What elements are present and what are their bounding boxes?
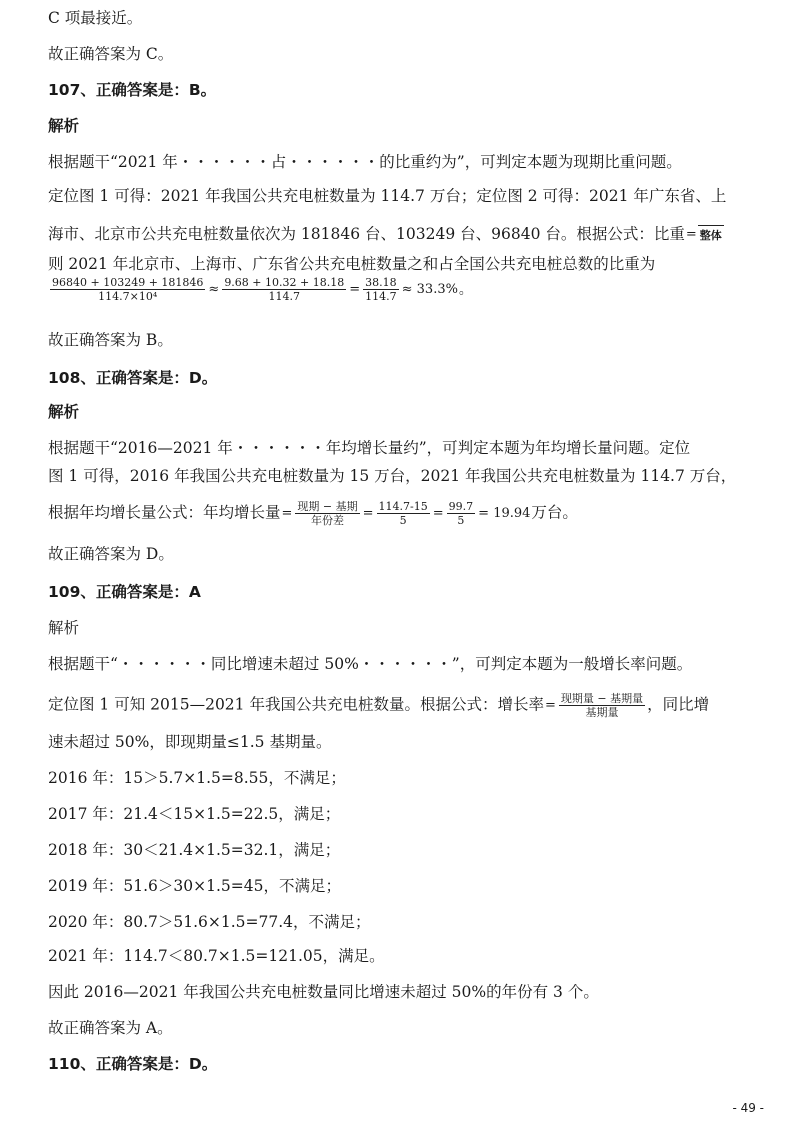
- analysis-heading: 解析: [48, 619, 80, 637]
- text-line: 定位图 1 可得：2021 年我国公共充电桩数量为 114.7 万台；定位图 2 可得：2021 年广东省、上: [48, 187, 727, 205]
- equals-sign: =: [281, 505, 293, 521]
- calc-line: 2019 年：51.6＞30×1.5=45，不满足；: [48, 877, 341, 895]
- text-line: 根据题干“2016—2021 年・・・・・・年均增长量约”，可判定本题为年均增长量问题。定位: [48, 439, 691, 457]
- analysis-heading: 解析: [48, 403, 80, 421]
- fraction-numerator: 现期 − 基期: [297, 500, 358, 513]
- text-line: 图 1 可得，2016 年我国公共充电桩数量为 15 万台，2021 年我国公共充电桩数量为 114.7 万台，: [48, 467, 737, 485]
- punctuation: 。: [458, 282, 472, 298]
- text-line: 速未超过 50%，即现期量≤1.5 基期量。: [48, 733, 332, 751]
- answer-heading-109: 109、正确答案是：A: [48, 583, 201, 601]
- equals-sign: =: [432, 505, 444, 521]
- fraction-numerator: 99.7: [448, 500, 474, 513]
- text-segment: 海市、北京市公共充电桩数量依次为 181846 台、103249 台、96840 台。根据公式：比重: [48, 225, 685, 243]
- fraction: [363, 276, 399, 303]
- fraction: [559, 692, 645, 719]
- text-line: 则 2021 年北京市、上海市、广东省公共充电桩数量之和占全国公共充电桩总数的比重为: [48, 255, 656, 273]
- formula-109: [48, 692, 770, 719]
- fraction: [377, 500, 430, 527]
- text-segment: 万台。: [531, 503, 578, 522]
- approx-sign: ≈: [208, 281, 220, 297]
- text-line: 故正确答案为 A。: [48, 1019, 173, 1037]
- fraction-denominator: 5: [457, 514, 465, 527]
- text-segment: 定位图 1 可知 2015—2021 年我国公共充电桩数量。根据公式：增长率: [48, 695, 544, 714]
- equals-sign: =: [349, 281, 361, 297]
- fraction: [447, 500, 476, 527]
- text-line: 根据题干“・・・・・・同比增速未超过 50%・・・・・・”，可判定本题为一般增长率问题。: [48, 655, 693, 673]
- calc-line: 2018 年：30＜21.4×1.5=32.1，满足；: [48, 841, 341, 859]
- text-segment: ，同比增: [647, 695, 710, 714]
- fraction-denominator: 年份差: [311, 514, 345, 527]
- fraction-denominator: 基期量: [585, 706, 619, 719]
- fraction: [295, 500, 359, 527]
- text-line: 因此 2016—2021 年我国公共充电桩数量同比增速未超过 50%的年份有 3 个。: [48, 983, 599, 1001]
- text-line: C 项最接近。: [48, 9, 143, 27]
- fraction-numerator: 96840 + 103249 + 181846: [52, 276, 204, 289]
- fraction-denominator: 114.7: [365, 290, 397, 303]
- text-line: 根据题干“2021 年・・・・・・占・・・・・・的比重约为”，可判定本题为现期比重问题。: [48, 153, 682, 171]
- result-value: = 19.94: [478, 505, 531, 521]
- fraction-denominator: 5: [399, 514, 407, 527]
- analysis-heading: 解析: [48, 117, 80, 135]
- text-segment: 根据年均增长量公式：年均增长量: [48, 503, 281, 522]
- fraction-numerator: 38.18: [365, 276, 397, 289]
- answer-heading-108: 108、正确答案是：D。: [48, 369, 218, 387]
- answer-heading-110: 110、正确答案是：D。: [48, 1055, 218, 1073]
- text-line: [48, 224, 770, 246]
- formula-108: [48, 500, 770, 527]
- calc-line: 2017 年：21.4＜15×1.5=22.5，满足；: [48, 805, 341, 823]
- answer-heading-107: 107、正确答案是：B。: [48, 81, 217, 99]
- calc-line: 2021 年：114.7＜80.7×1.5=121.05，满足。: [48, 947, 385, 965]
- calc-line: 2016 年：15＞5.7×1.5=8.55，不满足；: [48, 769, 346, 787]
- formula-fragment: 整体: [698, 225, 724, 246]
- fraction-denominator: 114.7: [268, 290, 301, 303]
- result-value: ≈ 33.3%: [401, 281, 458, 297]
- text-line: 故正确答案为 D。: [48, 545, 174, 563]
- equals-sign: =: [544, 697, 556, 713]
- fraction-numerator: 9.68 + 10.32 + 18.18: [224, 276, 345, 289]
- fraction-numerator: 114.7-15: [378, 500, 428, 513]
- page-number: - 49 -: [732, 1101, 764, 1115]
- text-line: 故正确答案为 C。: [48, 45, 174, 63]
- fraction: [50, 276, 205, 303]
- formula-107: [48, 276, 770, 303]
- text-line: 故正确答案为 B。: [48, 331, 173, 349]
- fraction-denominator: 114.7×10⁴: [98, 290, 158, 303]
- fraction-numerator: 现期量 − 基期量: [560, 692, 644, 705]
- equals-sign: =: [362, 505, 374, 521]
- fraction: [222, 276, 346, 303]
- equals-sign: =: [685, 227, 697, 242]
- calc-line: 2020 年：80.7＞51.6×1.5=77.4，不满足；: [48, 913, 371, 931]
